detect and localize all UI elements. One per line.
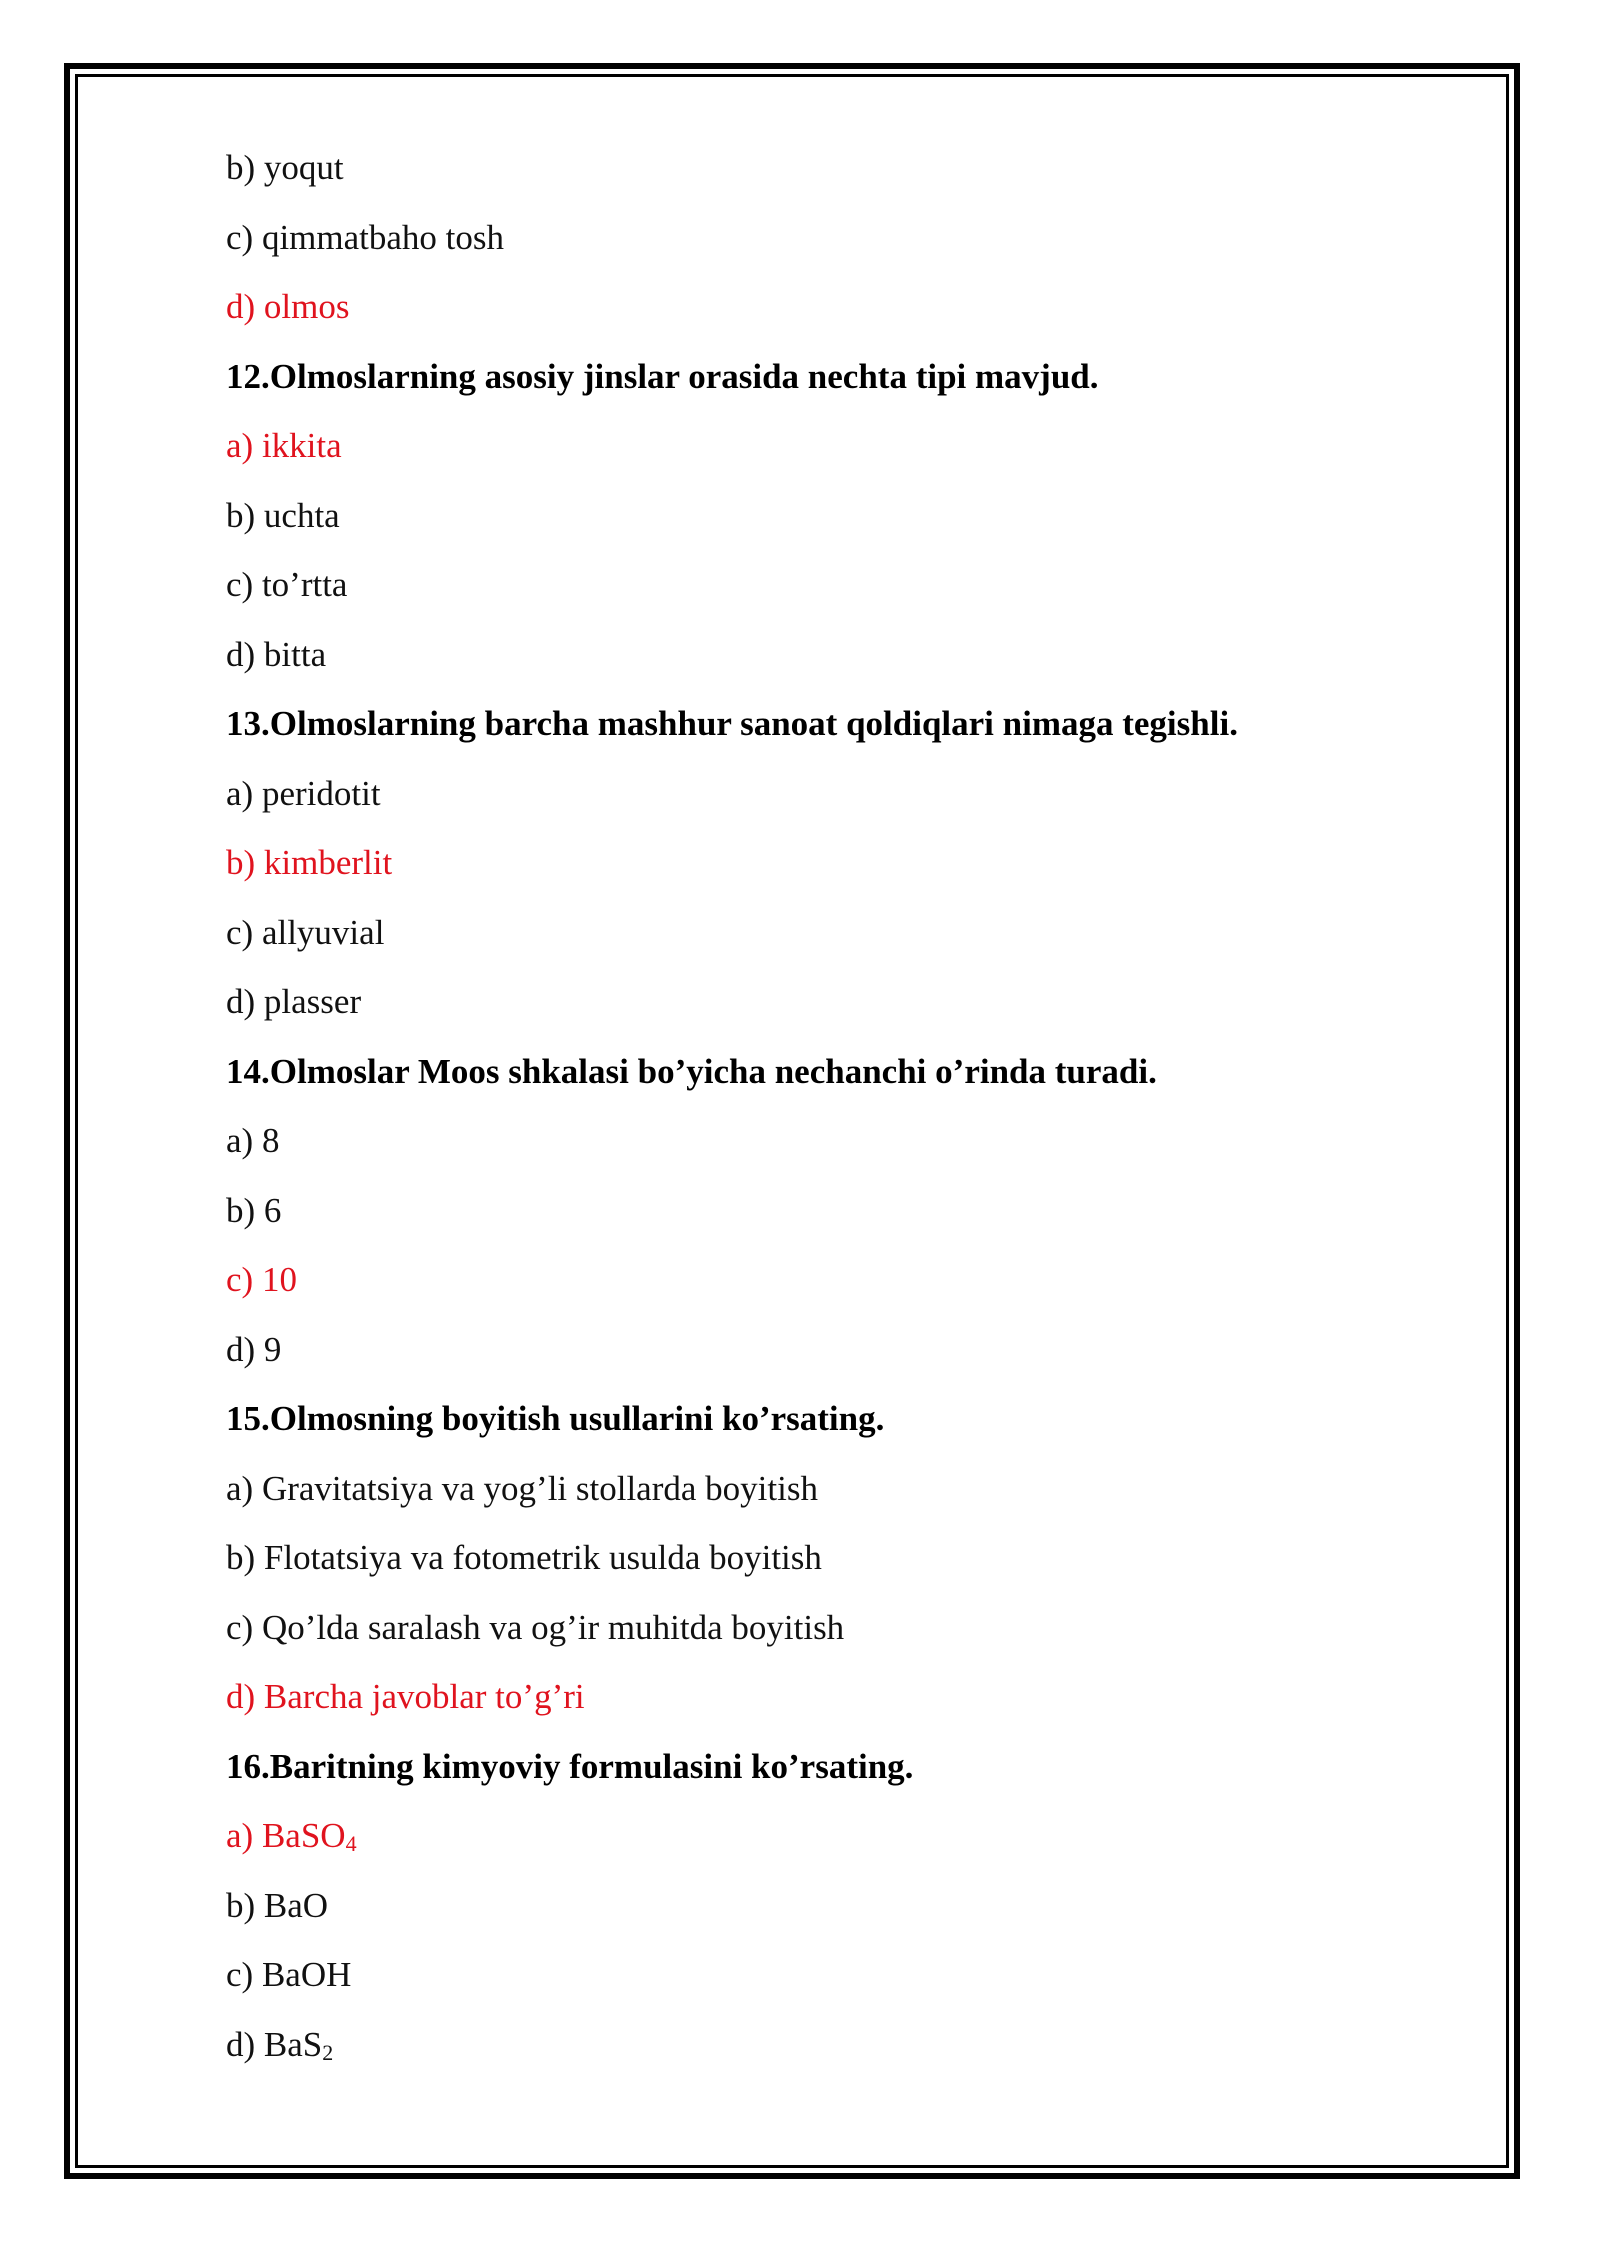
option-text: peridotit [261, 773, 381, 813]
question-text: 12.Olmoslarning asosiy jinslar orasida nechta tipi mavjud. [226, 356, 1099, 396]
option-letter: b) [226, 495, 256, 535]
quiz-content [226, 148, 1426, 2094]
question-text: 14.Olmoslar Moos shkalasi bo’yicha nechanchi o’rinda turadi. [226, 1051, 1157, 1091]
question-title [226, 1052, 1426, 1092]
option-letter: d) [226, 634, 256, 674]
answer-option [226, 565, 1426, 605]
option-text: BaS [263, 2024, 323, 2064]
option-letter: c) [226, 1955, 254, 1994]
option-text: plasser [263, 982, 362, 1021]
question-title [226, 357, 1426, 397]
option-letter: a) [226, 1468, 254, 1508]
answer-option [226, 1469, 1426, 1509]
option-text: uchta [263, 495, 340, 535]
option-text: to’rtta [261, 565, 348, 604]
answer-option [226, 774, 1426, 814]
answer-option [226, 1608, 1426, 1648]
option-text: 9 [263, 1329, 282, 1369]
question-title [226, 1399, 1426, 1439]
option-text: Barcha javoblar to’g’ri [263, 1677, 585, 1716]
option-text: yoqut [263, 148, 344, 187]
option-text: BaOH [261, 1955, 352, 1994]
option-letter: a) [226, 1816, 254, 1855]
question-text: 15.Olmosning boyitish usullarini ko’rsating. [226, 1399, 885, 1438]
answer-option [226, 1330, 1426, 1370]
option-letter: d) [226, 2024, 256, 2064]
option-text: ikkita [261, 426, 342, 465]
answer-option [226, 2025, 1426, 2065]
formula-subscript: 4 [345, 1831, 357, 1856]
option-letter: a) [226, 1121, 254, 1160]
question-text: 16.Baritning kimyoviy formulasini ko’rsating. [226, 1746, 914, 1786]
option-text: Qo’lda saralash va og’ir muhitda boyitish [261, 1607, 845, 1647]
answer-option [226, 1886, 1426, 1926]
option-letter: d) [226, 287, 256, 326]
option-letter: c) [226, 1260, 254, 1299]
question-title [226, 704, 1426, 744]
option-letter: a) [226, 773, 254, 813]
option-letter: b) [226, 843, 256, 882]
answer-option [226, 148, 1426, 188]
option-text: 10 [261, 1260, 297, 1299]
option-text: qimmatbaho tosh [261, 217, 505, 257]
answer-option [226, 1955, 1426, 1995]
answer-option [226, 496, 1426, 536]
answer-option [226, 982, 1426, 1022]
option-letter: b) [226, 1538, 256, 1577]
option-letter: c) [226, 1607, 254, 1647]
option-letter: d) [226, 1329, 256, 1369]
option-letter: d) [226, 1677, 256, 1716]
answer-option-correct [226, 287, 1426, 327]
answer-option-correct [226, 426, 1426, 466]
answer-option [226, 635, 1426, 675]
answer-option-correct [226, 1260, 1426, 1300]
option-text: allyuvial [261, 912, 385, 952]
option-letter: c) [226, 565, 254, 604]
option-letter: b) [226, 148, 256, 187]
option-text: kimberlit [263, 843, 393, 882]
option-text: BaO [263, 1885, 329, 1925]
option-letter: a) [226, 426, 254, 465]
option-text: bitta [263, 634, 327, 674]
option-letter: c) [226, 217, 254, 257]
option-text: Flotatsiya va fotometrik usulda boyitish [263, 1538, 822, 1577]
answer-option-correct [226, 1677, 1426, 1717]
option-text: olmos [263, 287, 350, 326]
option-letter: c) [226, 912, 254, 952]
option-text: Gravitatsiya va yog’li stollarda boyitish [261, 1468, 818, 1508]
answer-option [226, 218, 1426, 258]
answer-option-correct [226, 1816, 1426, 1856]
formula-subscript: 2 [322, 2039, 334, 2065]
answer-option [226, 913, 1426, 953]
question-text: 13.Olmoslarning barcha mashhur sanoat qoldiqlari nimaga tegishli. [226, 704, 1238, 743]
option-text: BaSO [261, 1816, 346, 1855]
option-letter: b) [226, 1885, 256, 1925]
option-text: 8 [261, 1121, 280, 1160]
answer-option [226, 1121, 1426, 1161]
answer-option [226, 1191, 1426, 1231]
option-letter: d) [226, 982, 256, 1021]
answer-option-correct [226, 843, 1426, 883]
option-letter: b) [226, 1190, 256, 1230]
option-text: 6 [263, 1190, 282, 1230]
question-title [226, 1747, 1426, 1787]
answer-option [226, 1538, 1426, 1578]
